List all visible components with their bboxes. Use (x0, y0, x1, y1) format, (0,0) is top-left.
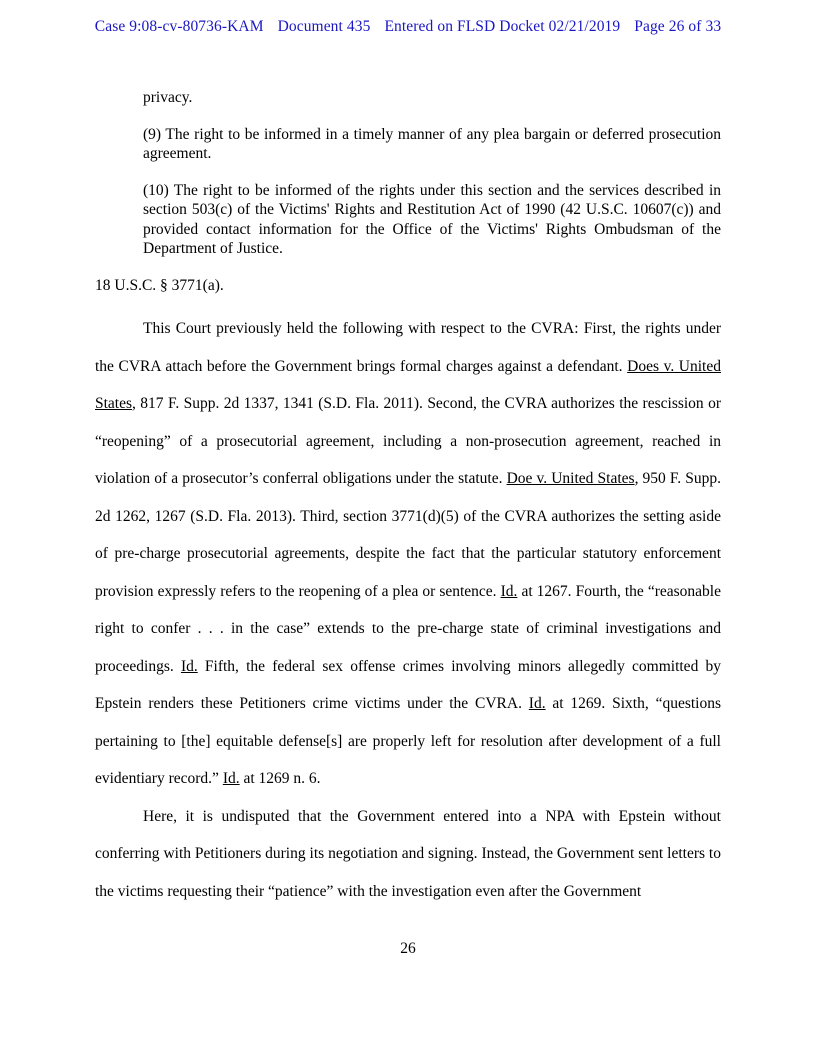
para1-part4: at 1267. Fourth, the “reasonable right to confer . . . in the case” extends to the pre-charge state of criminal investigations and proceedings. (95, 582, 721, 675)
fragment-privacy: privacy. (143, 89, 193, 106)
para1-part6: at 1269. Sixth, “questions pertaining to [the] equitable defense[s] are properly left for resolution after development of a full evidentiary record.” (95, 695, 722, 787)
case-cite-does-v-united-states: Does v. United States (95, 357, 721, 412)
paragraph-prior-holdings (95, 310, 721, 798)
case-cite-id-1: Id. (500, 582, 518, 600)
header-docket-entry: Entered on FLSD Docket 02/21/2019 (384, 18, 621, 35)
header-document-number: Document 435 (277, 18, 371, 35)
statute-citation: 18 U.S.C. § 3771(a). (95, 276, 224, 294)
para1-part5: Fifth, the federal sex offense crimes involving minors allegedly committed by Epstein renders these Petitioners crime victims under the CVRA. (95, 657, 721, 712)
statute-item-9: (9) The right to be informed in a timely manner of any plea bargain or deferred prosecution agreement. (143, 125, 721, 162)
case-cite-doe-v-united-states: Doe v. United States (506, 470, 635, 487)
para1-part1: This Court previously held the following with respect to the CVRA: First, the rights under the CVRA attach before the Government brings formal charges against a defendant. (95, 320, 721, 375)
case-cite-id-4: Id. (222, 770, 240, 787)
case-cite-id-2: Id. (180, 657, 198, 675)
document-body (95, 88, 721, 910)
court-filing-header-stamp (0, 18, 816, 36)
header-case-number: Case 9:08-cv-80736-KAM (94, 18, 264, 35)
statute-item-10: (10) The right to be informed of the rights under this section and the services described in section 503(c) of the Victims' Rights and Restitution Act of 1990 (42 U.S.C. 10607(c)) and provided contact information for the Office of the Victims' Rights Ombudsman of the Department of Justice. (143, 181, 721, 257)
para1-part3: , 950 F. Supp. 2d 1262, 1267 (S.D. Fla. 2013). Third, section 3771(d)(5) of the CVRA authorizes the setting aside of pre-charge prosecutorial agreements, despite the fact that the particular statutory enforcement provision expressly refers to the reopening of a plea or sentence. (95, 470, 722, 600)
header-page-indicator: Page 26 of 33 (634, 18, 722, 35)
case-cite-id-3: Id. (528, 695, 546, 712)
paragraph-npa-discussion: Here, it is undisputed that the Government entered into a NPA with Epstein without conferring with Petitioners during its negotiation and signing. Instead, the Government sent letters to the victims requesting their “patience” with the investigation even after the Government (95, 807, 721, 900)
para1-part7: at 1269 n. 6. (239, 770, 321, 787)
para1-part2: , 817 F. Supp. 2d 1337, 1341 (S.D. Fla. 2011). Second, the CVRA authorizes the rescission or “reopening” of a prosecutorial agreement, including a non-prosecution agreement, reached in violation of a prosecutor’s conferral obligations under the statute. (95, 395, 721, 487)
page-number-footer: 26 (400, 940, 416, 957)
